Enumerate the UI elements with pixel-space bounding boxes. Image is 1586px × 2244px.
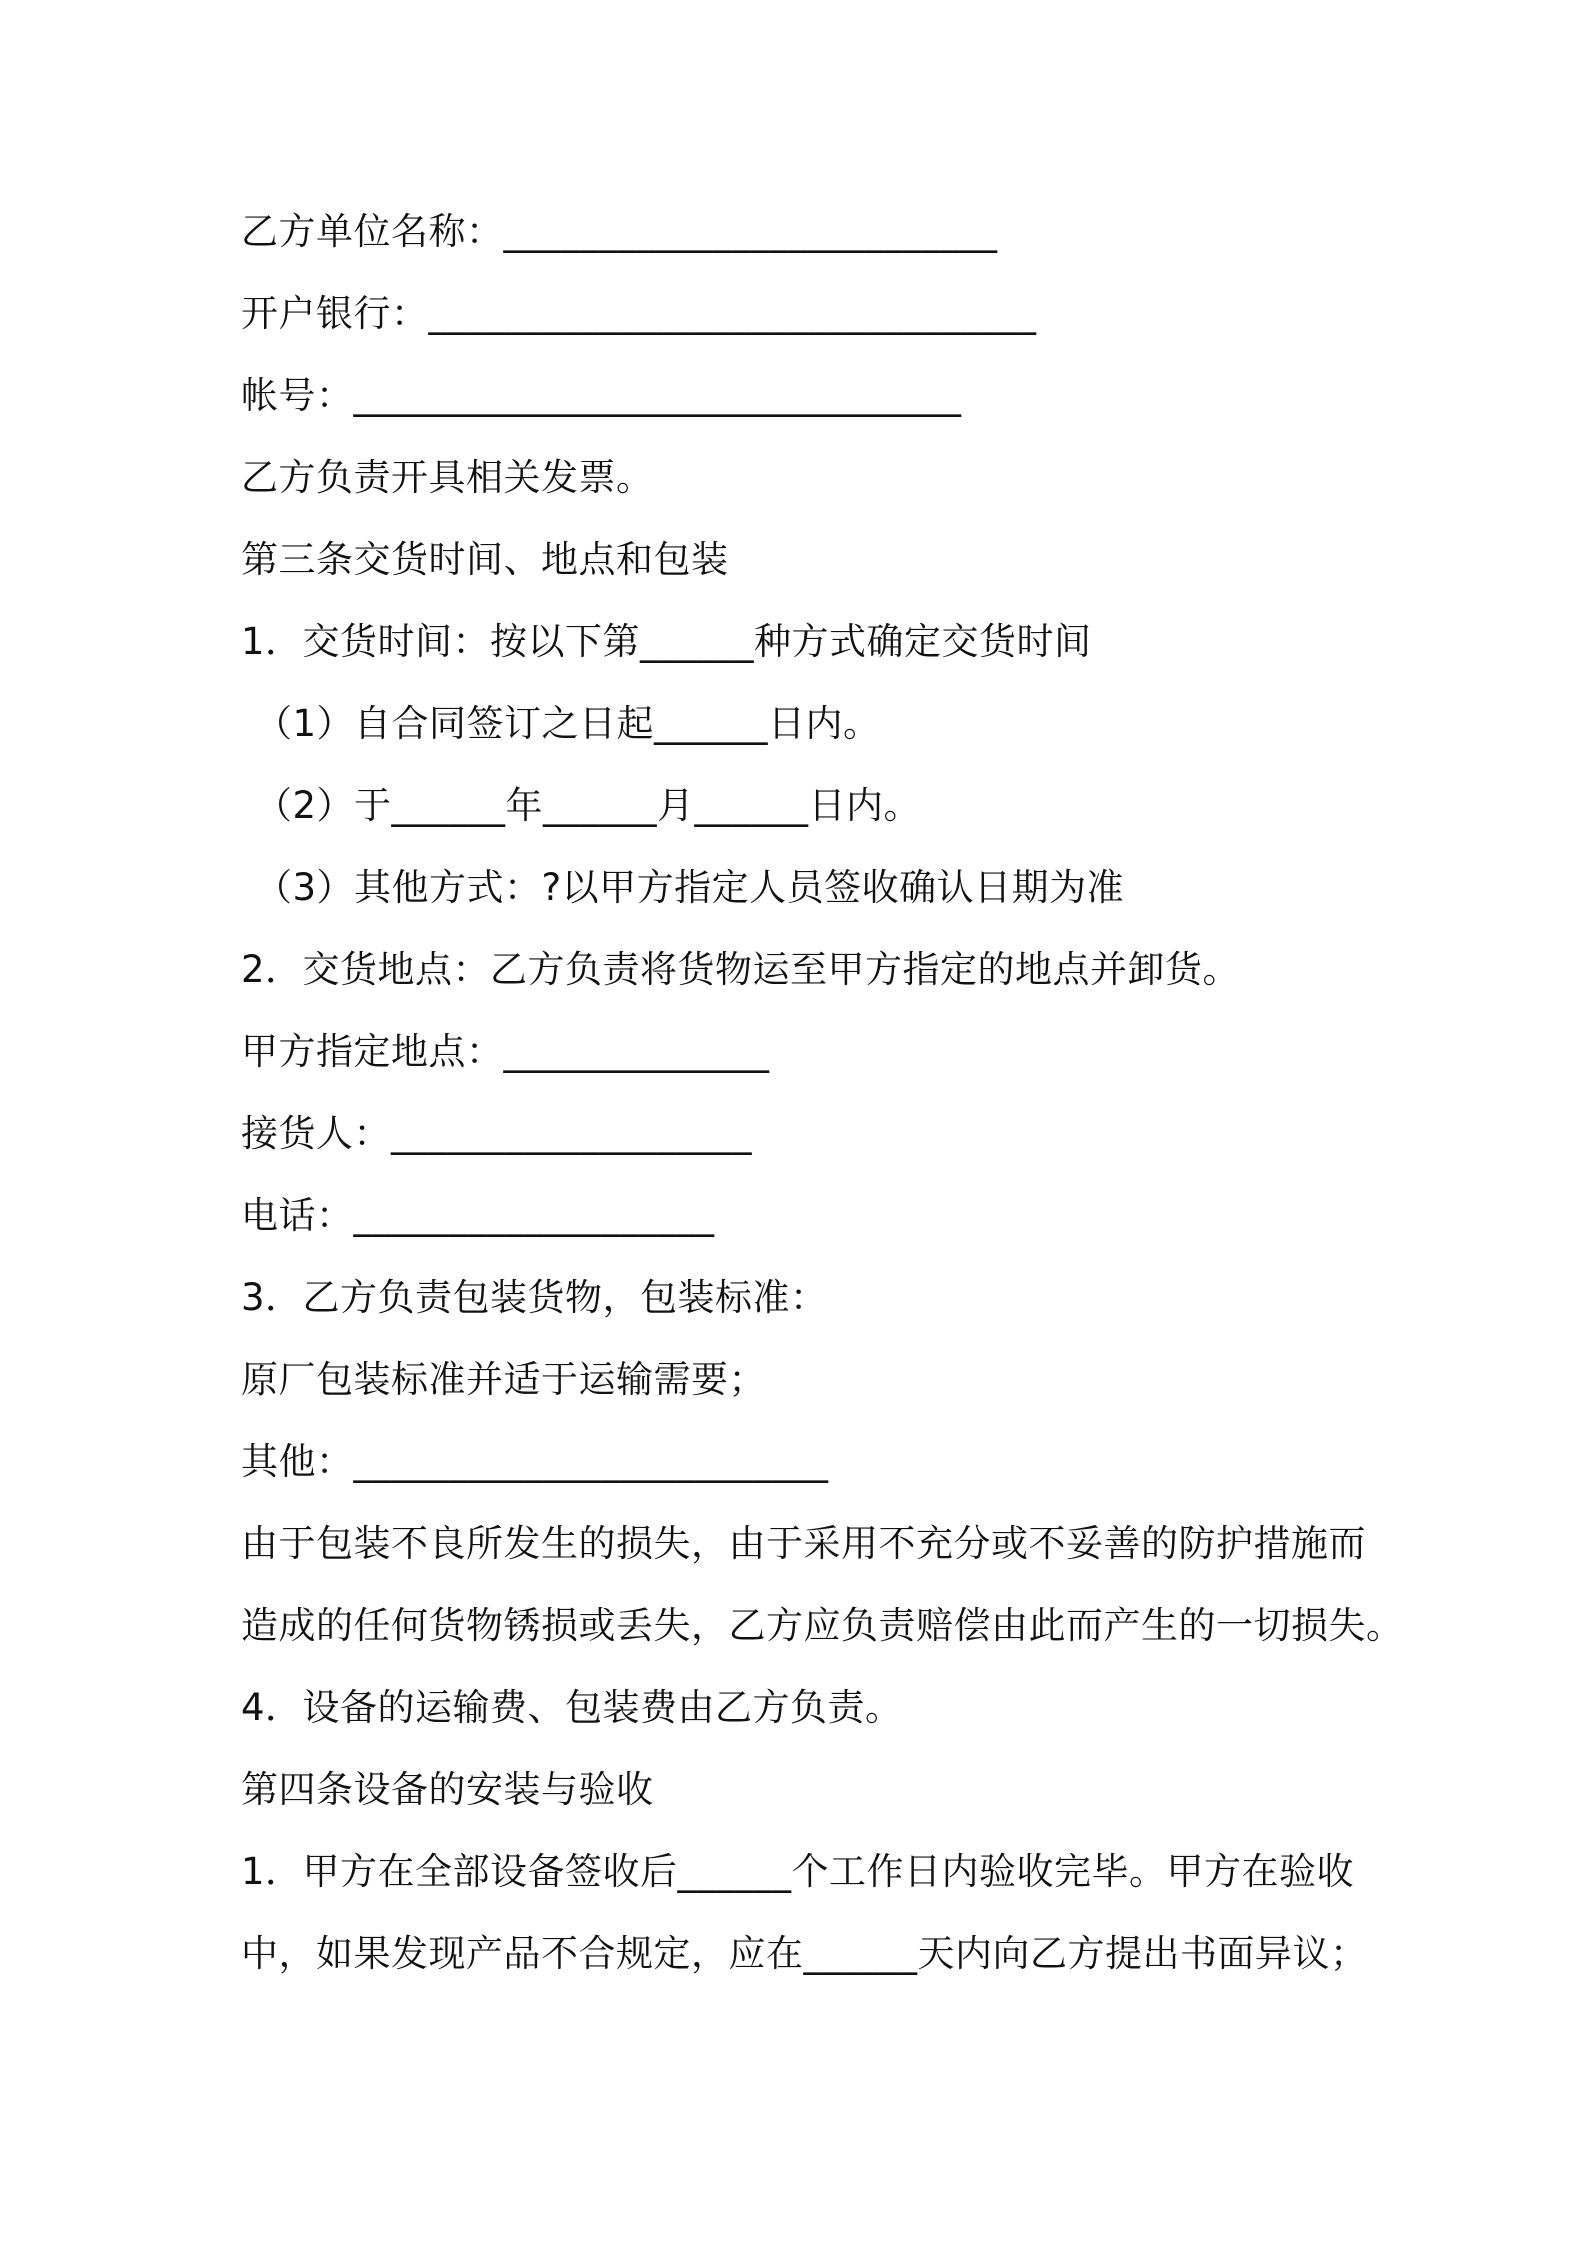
packaging-standard: 原厂包装标准并适于运输需要； <box>241 1358 766 1401</box>
phone-field: 电话：___________________ <box>241 1194 715 1237</box>
shipping-cost-clause: 4．设备的运输费、包装费由乙方负责。 <box>241 1686 903 1729</box>
packaging-liability-line-2: 造成的任何货物锈损或丢失，乙方应负责赔偿由此而产生的一切损失。 <box>241 1604 1404 1647</box>
delivery-time-clause: 1．交货时间：按以下第______种方式确定交货时间 <box>241 620 1092 663</box>
opening-bank-field: 开户银行：________________________________ <box>241 292 1037 335</box>
receiver-field: 接货人：___________________ <box>241 1112 752 1155</box>
article-four-heading: 第四条设备的安装与验收 <box>241 1768 654 1811</box>
article-three-heading: 第三条交货时间、地点和包装 <box>241 538 729 581</box>
invoice-clause: 乙方负责开具相关发票。 <box>241 456 654 499</box>
packaging-clause: 3．乙方负责包装货物，包装标准： <box>241 1276 828 1319</box>
account-number-field: 帐号：________________________________ <box>241 374 962 417</box>
acceptance-clause-line-1: 1．甲方在全部设备签收后______个工作日内验收完毕。甲方在验收 <box>241 1850 1355 1893</box>
acceptance-clause-line-2: 中，如果发现产品不合规定，应在______天内向乙方提出书面异议； <box>241 1932 1368 1975</box>
packaging-liability-line-1: 由于包装不良所发生的损失，由于采用不充分或不妥善的防护措施而 <box>241 1522 1366 1565</box>
delivery-option-3: （3）其他方式：?以甲方指定人员签收确认日期为准 <box>255 866 1125 909</box>
designated-location-field: 甲方指定地点：______________ <box>241 1030 770 1073</box>
delivery-option-2: （2）于______年______月______日内。 <box>255 784 922 827</box>
packaging-other-field: 其他：_________________________ <box>241 1440 829 1483</box>
party-b-company-name-field: 乙方单位名称：__________________________ <box>241 210 998 253</box>
delivery-location-clause: 2．交货地点：乙方负责将货物运至甲方指定的地点并卸货。 <box>241 948 1241 991</box>
delivery-option-1: （1）自合同签订之日起______日内。 <box>255 702 881 745</box>
